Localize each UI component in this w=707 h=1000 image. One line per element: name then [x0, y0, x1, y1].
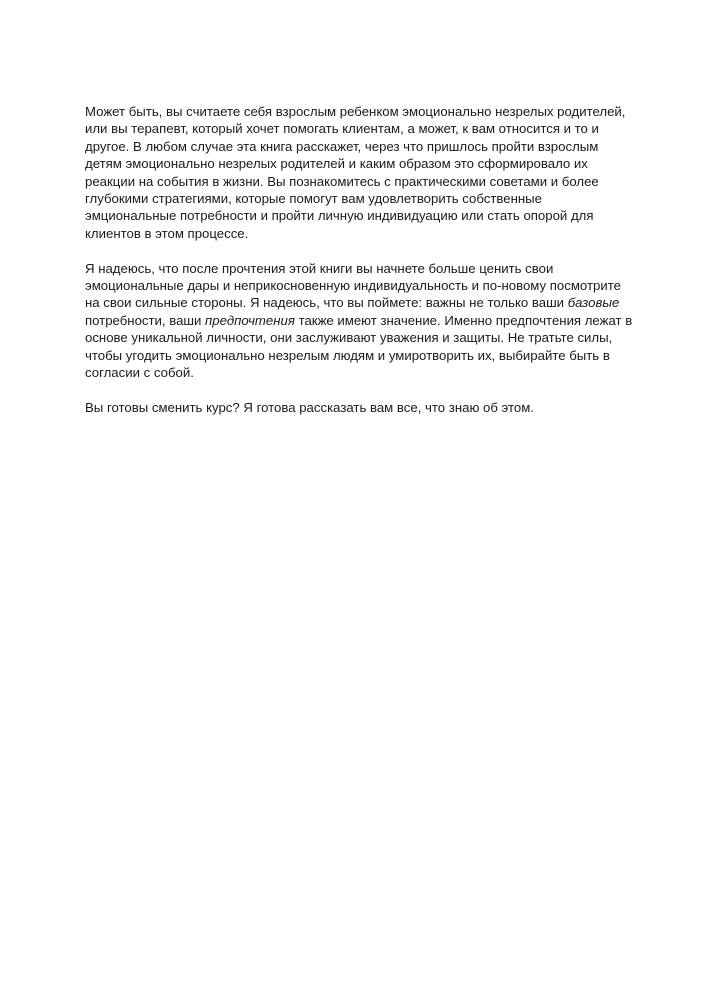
emphasis-preferences: предпочтения	[205, 312, 295, 328]
document-body	[85, 103, 633, 434]
paragraph-3	[85, 399, 633, 416]
paragraph-3-text: Вы готовы сменить курс? Я готова рассказать вам все, что знаю об этом.	[85, 399, 534, 415]
paragraph-2-text-a: Я надеюсь, что после прочтения этой книги вы начнете больше ценить свои эмоциональные дары и неприкосновенную индивидуальность и по-новому посмотрите на свои сильные стороны. Я надеюсь, что вы поймете: важны не только ваши	[85, 260, 621, 311]
paragraph-2-text-b: потребности, ваши	[85, 312, 206, 328]
paragraph-2	[85, 260, 633, 382]
paragraph-2-text-c: также имеют значение. Именно предпочтения лежат в основе уникальной личности, они заслуживают уважения и защиты. Не тратьте силы, чтобы угодить эмоционально незрелым людям и умиротворить их, выбирайте быть в согласии с собой.	[85, 312, 633, 381]
paragraph-1	[85, 103, 633, 242]
emphasis-basic: базовые	[567, 295, 620, 311]
paragraph-1-text: Может быть, вы считаете себя взрослым ребенком эмоционально незрелых родителей, или вы терапевт, который хочет помогать клиентам, а может, к вам относится и то и другое. В любом случае эта книга расскажет, через что пришлось пройти взрослым детям эмоционально незрелых родителей и каким образом это сформировало их реакции на события в жизни. Вы познакомитесь с практическими советами и более глубокими стратегиями, которые помогут вам удовлетворить собственные эмциональные потребности и пройти личную индивидуацию или стать опорой для клиентов в этом процессе.	[85, 104, 626, 241]
